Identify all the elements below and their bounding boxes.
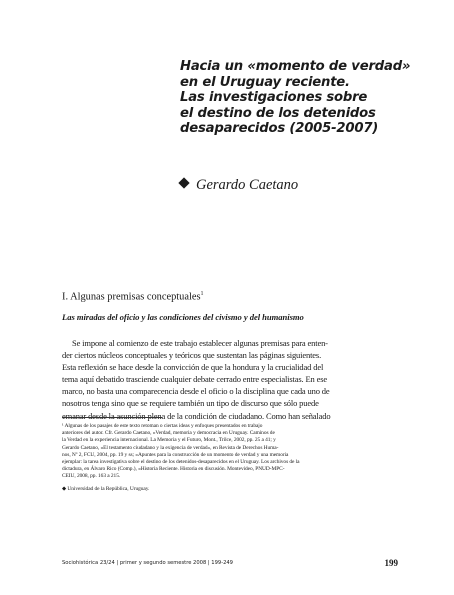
footnote-line: ejemplar: la tarea investigativa sobre el destino de los detenidos-desaparecidos en el Uruguay. Los archivos de la bbox=[62, 458, 300, 465]
page-footer bbox=[62, 558, 398, 568]
body-line: tema aquí debatido trasciende cualquier debate cerrado entre especialistas. En ese bbox=[62, 374, 327, 385]
footnote-line: CEIU, 2008, pp. 163 a 215. bbox=[62, 473, 121, 480]
body-line: nosotros tenga sino que se requiere también un tipo de discurso que sólo puede bbox=[62, 398, 319, 409]
footnote-line: dictadura, en Álvaro Rico (Comp.), «Historia Reciente. Historia en discusión. Montevideo, PNUD-MPC- bbox=[62, 466, 285, 473]
author-name: Gerardo Caetano bbox=[196, 177, 299, 193]
title-line: el destino de los detenidos bbox=[180, 105, 376, 121]
subsection-heading: Las miradas del oficio y las condiciones del civismo y del humanismo bbox=[62, 312, 304, 322]
section-heading bbox=[62, 288, 204, 303]
body-line: marco, no basta una comparecencia desde el oficio o la disciplina que cada uno de bbox=[62, 386, 330, 397]
body-line: der ciertos núcleos conceptuales y teóricos que sustentan las páginas siguientes. bbox=[62, 350, 322, 361]
journal-info: Sociohistórica 23/24 | primer y segundo semestre 2008 | 199-249 bbox=[62, 560, 233, 566]
body-paragraph bbox=[62, 337, 392, 422]
section-title-text: I. Algunas premisas conceptuales bbox=[62, 291, 201, 303]
author-line bbox=[180, 176, 298, 194]
author-affiliation: ◆ Universidad de la República, Uruguay. bbox=[62, 485, 150, 492]
body-line: Esta reflexión se hace desde la convicción de que la hondura y la crucialidad del bbox=[62, 362, 324, 373]
title-line: Las investigaciones sobre bbox=[180, 90, 368, 106]
footnote-line: Gerardo Caetano, «El testamento ciudadano y la exigencia de verdad», en Revista de Derechos Huma- bbox=[62, 444, 279, 451]
article-title bbox=[180, 59, 430, 137]
footnote-line: la Verdad en la experiencia internacional. La Memoria y el Futuro, Mont., Trilce, 2002, pp. 25 a 41; y bbox=[62, 437, 276, 444]
body-line: Se impone al comienzo de este trabajo establecer algunas premisas para enten- bbox=[72, 338, 328, 348]
title-line: Hacia un «momento de verdad» bbox=[180, 59, 411, 74]
footnotes bbox=[62, 423, 398, 493]
title-line: desaparecidos (2005-2007) bbox=[180, 121, 379, 137]
page-number: 199 bbox=[384, 558, 398, 568]
body-line: emanar desde la asunción plena de la condición de ciudadano. Como han señalado bbox=[62, 410, 331, 421]
footnote-marker[interactable]: 1 bbox=[200, 291, 204, 297]
diamond-bullet-icon bbox=[178, 177, 189, 188]
footnote-line: anteriores del autor. Cfr. Gerardo Caetano, «Verdad, memoria y democracia en Uruguay. Caminos de bbox=[62, 430, 275, 437]
footnote-line: ¹ Algunas de los pasajes de este texto retoman o ciertas ideas y enfoques presentados en trabajo bbox=[62, 423, 263, 429]
title-line: en el Uruguay reciente. bbox=[180, 74, 350, 90]
footnote-line: nos, Nº 2, FCU, 2004, pp. 19 y ss; «Apuntes para la construcción de un momento de verdad y una memoria bbox=[62, 451, 289, 458]
footnote-divider bbox=[62, 417, 162, 418]
